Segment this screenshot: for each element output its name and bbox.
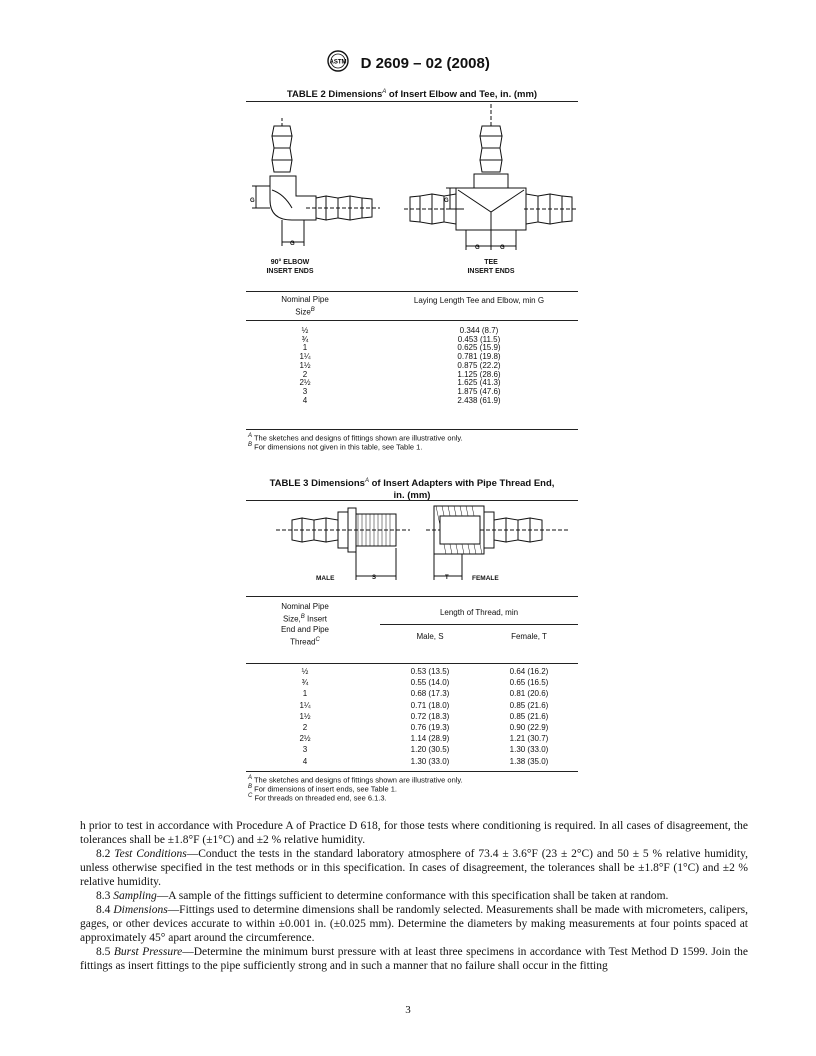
table3-male-cell: 0.68 (17.3)	[410, 689, 450, 699]
section-8-5: 8.5 Burst Pressure—Determine the minimum burst pressure with at least three specimens in accordance with Test Method D 1599. Join the fittings as insert fittings to the pipe sufficiently strong and in such a manner that no failure shall occur in the fitting	[80, 946, 749, 972]
table3-size-cell: 2½	[299, 734, 311, 744]
svg-text:S: S	[372, 575, 377, 581]
table2-value-cell: 1.625 (41.3)	[457, 378, 501, 388]
table3-size-cell: 1¼	[299, 700, 311, 710]
table3-male-header: Male, S	[416, 632, 444, 641]
male-caption: MALE	[316, 575, 335, 582]
table2-size-cell: 1	[302, 343, 308, 353]
female-adapter-sketch	[426, 506, 570, 582]
elbow-tee-drawing	[246, 104, 578, 288]
table2-header-top-rule	[246, 291, 578, 292]
paragraph-8-1-continued: h prior to test in accordance with Procedure A of Practice D 618, for those tests where conditioning is required. In all cases of disagreement, the tolerances shall be ±1.8°F (±1°C) and ±2 % relative humidity.	[80, 820, 748, 846]
table3-female-cell: 0.90 (22.9)	[509, 723, 549, 732]
table3-female-cell: 0.81 (20.6)	[509, 689, 549, 699]
table3-female-cell: 0.64 (16.2)	[509, 667, 549, 676]
footnote-letter: B	[248, 784, 253, 790]
page-header	[0, 50, 816, 77]
table3-female-cell: 0.85 (21.6)	[509, 700, 549, 710]
table3-male-cell: 1.14 (28.9)	[410, 734, 450, 744]
table2-value-cell: 1.125 (28.6)	[457, 369, 501, 379]
table2-value-cell: 0.781 (19.8)	[457, 352, 501, 362]
footnote-text: For threads on threaded end, see 6.1.3.	[254, 793, 387, 803]
table2-bottom-rule	[246, 429, 578, 430]
table3-size-cell: 1	[302, 689, 308, 699]
table2-size-cell: 2	[302, 369, 308, 379]
svg-text:G: G	[290, 241, 295, 247]
table3-size-cell: ½	[301, 667, 309, 676]
table3-figure	[246, 504, 578, 594]
table3-male-cell: 0.55 (14.0)	[410, 678, 450, 688]
footnote-text: For dimensions not given in this table, see Table 1.	[254, 442, 423, 452]
svg-text:ASTM: ASTM	[329, 59, 347, 66]
footnote-letter: A	[248, 433, 253, 439]
table2-value-cell: 1.875 (47.6)	[457, 386, 501, 396]
table3-size-cell: 1½	[299, 711, 311, 721]
svg-text:G: G	[250, 198, 255, 204]
page-number: 3	[405, 1004, 411, 1016]
table2-top-rule	[246, 101, 578, 102]
svg-text:G: G	[444, 198, 449, 204]
male-adapter-sketch	[276, 508, 410, 582]
footnote-letter: A	[248, 775, 253, 781]
table2-size-cell: 4	[302, 395, 308, 405]
table2-size-cell: 1¼	[299, 352, 311, 362]
svg-text:G: G	[500, 245, 505, 251]
tee-caption-sub: INSERT ENDS	[467, 268, 515, 275]
table3-male-cell: 0.72 (18.3)	[410, 711, 450, 721]
table3-male-cell: 0.53 (13.5)	[410, 667, 450, 676]
table2-size-cell: ½	[301, 326, 309, 335]
document-designation: D 2609 – 02 (2008)	[360, 55, 490, 72]
footnote-text: The sketches and designs of fittings shown are illustrative only.	[253, 775, 463, 785]
table2-value-cell: 0.625 (15.9)	[457, 343, 501, 353]
table3-female-cell: 0.85 (21.6)	[509, 711, 549, 721]
footnote-letter: B	[248, 442, 253, 448]
elbow-caption: 90° ELBOW	[270, 259, 310, 266]
table3-size-cell: ¾	[301, 678, 309, 688]
table2-title: TABLE 2 Dimensions$^A$ of Insert Elbow and Tee, in. (mm)	[286, 89, 538, 101]
table3-female-header: Female, T	[511, 632, 547, 641]
table3-female-cell: 1.38 (35.0)	[509, 756, 549, 766]
table2-col2-header: Laying Length Tee and Elbow, min G	[413, 296, 545, 305]
tee-caption: TEE	[484, 259, 498, 266]
table3-male-cell: 0.71 (18.0)	[410, 700, 450, 710]
table2-col1-header: Nominal Pipe Size$^B$	[281, 295, 329, 317]
table3-group-rule	[380, 624, 578, 625]
table2-size-cell: 1½	[299, 360, 311, 370]
table2-figure	[246, 104, 578, 288]
table2-size-cell: 2½	[299, 378, 311, 388]
section-8-2: 8.2 Test Conditions—Conduct the tests in the standard laboratory atmosphere of 73.4 ± 3.6°F (23 ± 2°C) and 50 ± 5 % relative humidity, unless otherwise specified in the test methods or in this specification. In cases of disagreement, the tolerances shall be ±1.8°F (1°C) and ±2 % relative humidity.	[80, 848, 748, 888]
female-caption: FEMALE	[472, 575, 499, 582]
table2-value-cell: 0.875 (22.2)	[457, 360, 501, 370]
table3-group-header: Length of Thread, min	[439, 608, 519, 617]
table3-male-cell: 1.30 (33.0)	[410, 756, 450, 766]
table2-value-cell: 0.344 (8.7)	[459, 326, 499, 335]
table3-header-top-rule	[246, 596, 578, 597]
table3-col1-header: Nominal Pipe Size,$^B$ Insert End and Pipe Thread$^C$	[280, 602, 330, 647]
table3-header-bottom-rule	[246, 663, 578, 664]
footnote	[248, 441, 422, 452]
footnote-text: The sketches and designs of fittings shown are illustrative only.	[253, 433, 463, 443]
table3-title: TABLE 3 Dimensions$^A$ of Insert Adapters with Pipe Thread End, in. (mm)	[269, 478, 555, 502]
astm-logo-icon	[326, 50, 350, 77]
table2-header-bottom-rule	[246, 320, 578, 321]
elbow-fitting-sketch	[250, 118, 380, 247]
svg-text:T: T	[445, 575, 449, 581]
tee-fitting-sketch	[404, 104, 578, 251]
footnote-letter: C	[248, 793, 253, 799]
svg-text:G: G	[475, 245, 480, 251]
adapter-drawing	[246, 504, 578, 594]
table3-female-cell: 1.30 (33.0)	[509, 745, 549, 755]
footnote	[248, 792, 387, 803]
table3-male-cell: 1.20 (30.5)	[410, 745, 450, 755]
table3-size-cell: 2	[302, 723, 308, 732]
table2-value-cell: 0.453 (11.5)	[457, 334, 501, 344]
table2-size-cell: 3	[302, 386, 308, 396]
table3-female-cell: 1.21 (30.7)	[509, 734, 549, 744]
table3-male-cell: 0.76 (19.3)	[410, 723, 450, 732]
elbow-caption-sub: INSERT ENDS	[266, 268, 314, 275]
table2-value-cell: 2.438 (61.9)	[457, 395, 501, 405]
table3-female-cell: 0.65 (16.5)	[509, 678, 549, 688]
table2-size-cell: ¾	[301, 334, 309, 344]
body-text	[80, 819, 748, 973]
table3-bottom-rule	[246, 771, 578, 772]
footnote-text: For dimensions of insert ends, see Table 1.	[254, 784, 397, 794]
table3-size-cell: 3	[302, 745, 308, 755]
section-8-4: 8.4 Dimensions—Fittings used to determine dimensions shall be randomly selected. Measurements shall be made with micrometers, calipers, gages, or other devices accurate to within ±0.001 in. (±0.025 mm). Determine the diameters by making measurements at four points spaced at approximately 45° apart around the circumference.	[80, 904, 748, 944]
table3-size-cell: 4	[302, 756, 308, 766]
section-8-3: 8.3 Sampling—A sample of the fittings sufficient to determine conformance with this specification shall be taken at random.	[96, 890, 669, 902]
table3-top-rule	[246, 500, 578, 501]
